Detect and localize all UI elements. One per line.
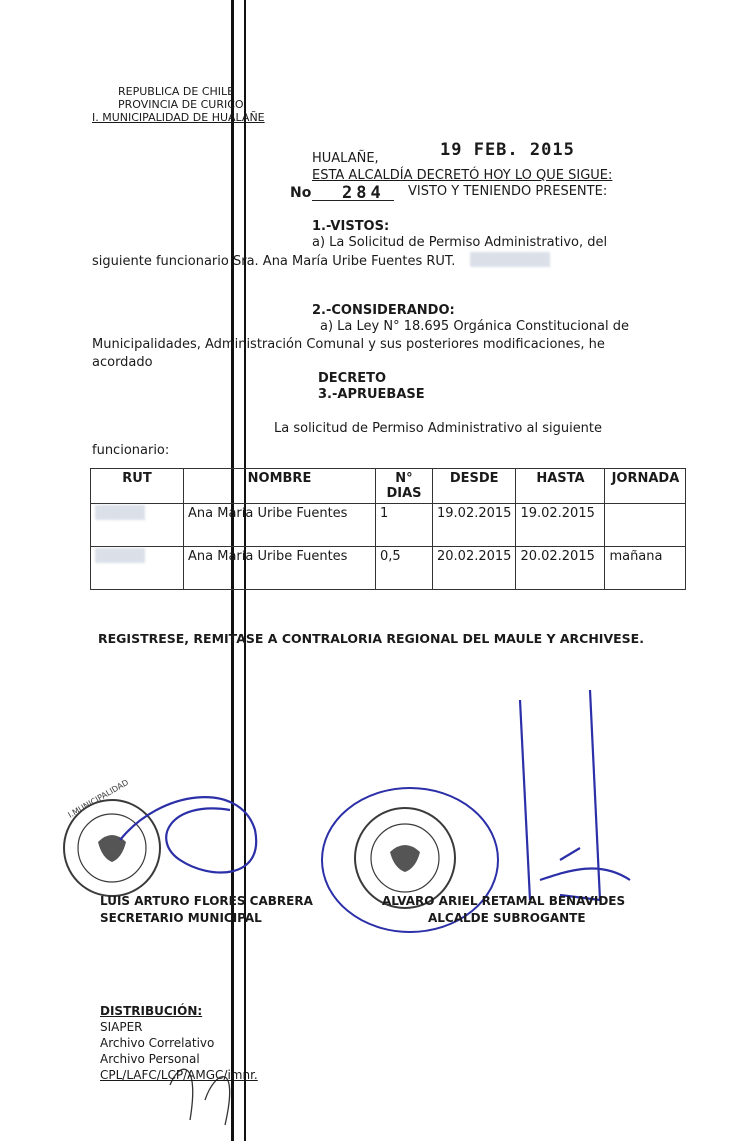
vistos-line-2: siguiente funcionario Sra. Ana María Uribe Fuentes RUT. [92,254,456,269]
decreto-subheading: 3.-APRUEBASE [318,387,425,402]
redacted-rut: ▒▒▒▒▒▒▒▒ [470,253,550,268]
decreto-line-2: funcionario: [92,443,170,458]
considerando-heading: 2.-CONSIDERANDO: [312,303,455,318]
header-municipality: I. MUNICIPALIDAD DE HUALAÑE [92,111,265,124]
considerando-line-1: a) La Ley N° 18.695 Orgánica Constitucional de [320,319,629,334]
decree-number: 284 [342,183,385,203]
left-signatory-name: LUIS ARTURO FLORES CABRERA [100,894,313,908]
closing-statement: REGISTRESE, REMITASE A CONTRALORIA REGIONAL DEL MAULE Y ARCHIVESE. [98,631,644,646]
decreto-line-1: La solicitud de Permiso Administrativo al siguiente [274,421,603,436]
decreto-heading: DECRETO [318,371,387,386]
hasta-cell: 19.02.2015 [516,504,605,547]
left-signatory-title: SECRETARIO MUNICIPAL [100,911,262,925]
distribution-item: Archivo Correlativo [100,1036,215,1050]
hasta-cell: 20.02.2015 [516,547,605,590]
distribution-item: SIAPER [100,1020,143,1034]
rut-cell-redacted: ▒▒▒▒▒ [91,547,184,590]
jornada-cell: mañana [605,547,686,590]
nombre-cell: Ana María Uribe Fuentes [184,504,376,547]
column-header-desde: DESDE [433,469,516,504]
left-seal [64,778,160,896]
distribution-heading: DISTRIBUCIÓN: [100,1004,203,1018]
considerando-line-3: acordado [92,355,153,370]
vistos-heading: 1.-VISTOS: [312,219,390,234]
desde-cell: 20.02.2015 [433,547,516,590]
rut-cell-redacted: ▒▒▒▒▒ [91,504,184,547]
decree-number-label: No [290,185,312,201]
header-province: PROVINCIA DE CURICO [118,98,244,111]
decree-place: HUALAÑE, [312,151,379,166]
dias-cell: 0,5 [376,547,433,590]
considerando-line-2: Municipalidades, Administración Comunal y sus posteriores modificaciones, he [92,337,605,352]
column-header-dias: N° DIAS [376,469,433,504]
distribution-item: Archivo Personal [100,1052,200,1066]
dias-cell: 1 [376,504,433,547]
decree-visto: VISTO Y TENIENDO PRESENTE: [408,184,608,199]
svg-text:I.MUNICIPALIDAD: I.MUNICIPALIDAD [66,777,131,820]
date-stamp: 19 FEB. 2015 [440,140,575,160]
column-header-hasta: HASTA [516,469,605,504]
nombre-cell: Ana María Uribe Fuentes [184,547,376,590]
column-header-rut: RUT [91,469,184,504]
column-header-nombre: NOMBRE [184,469,376,504]
right-signature-stroke [520,690,630,900]
column-header-jornada: JORNADA [605,469,686,504]
vistos-line-1: a) La Solicitud de Permiso Administrativo, del [312,235,608,250]
right-signatory-title: ALCALDE SUBROGANTE [428,911,586,925]
right-signatory-name: ALVARO ARIEL RETAMAL BENAVIDES [382,894,626,908]
header-country: REPUBLICA DE CHILE [118,85,235,98]
desde-cell: 19.02.2015 [433,504,516,547]
distribution-initials: CPL/LAFC/LCP/AMGC/imnr. [100,1068,258,1082]
decree-intro: ESTA ALCALDÍA DECRETÓ HOY LO QUE SIGUE: [312,168,613,183]
